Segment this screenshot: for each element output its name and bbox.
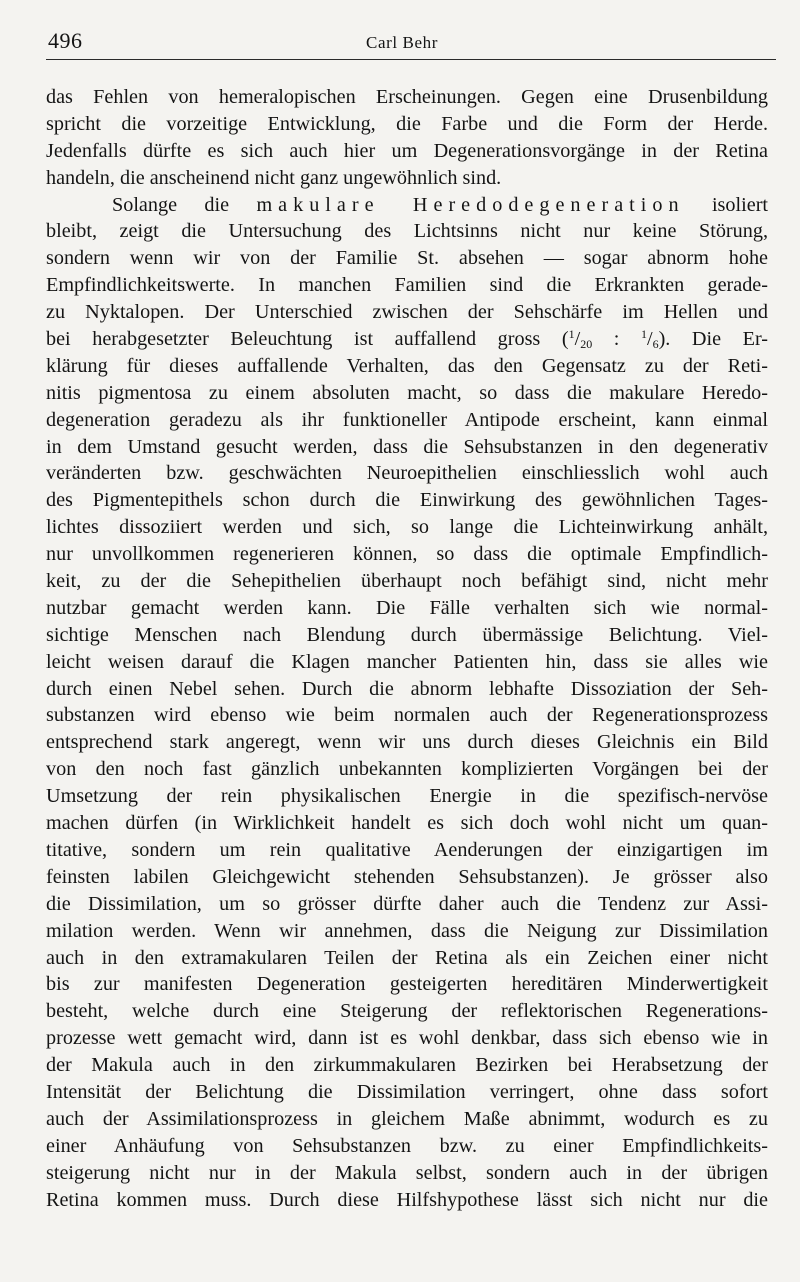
running-head-author: Carl Behr: [366, 33, 438, 52]
page-header: [46, 26, 776, 62]
fraction-denominator: 20: [580, 337, 593, 352]
text-line: titative, sondern um rein qualitative Aenderungen der einzigartigen im: [46, 838, 768, 861]
text-line: bleibt, zeigt die Untersuchung des Lichtsinns nicht nur keine Störung,: [46, 220, 768, 243]
text-line: Retina kommen muss. Durch diese Hilfshypothese lässt sich nicht nur die: [46, 1188, 768, 1211]
text-line: leicht weisen darauf die Klagen mancher Patienten hin, dass sie alles wie: [46, 650, 768, 673]
text-line: substanzen wird ebenso wie beim normalen auch der Regenerationsprozess: [46, 704, 768, 727]
text-line: steigerung nicht nur in der Makula selbst, sondern auch in der übrigen: [46, 1161, 768, 1184]
text-line: zu Nyktalopen. Der Unterschied zwischen der Sehschärfe im Hellen und: [46, 301, 768, 324]
text-line: von den noch fast gänzlich unbekannten komplizierten Vorgängen bei der: [46, 758, 768, 781]
text-line: die Dissimilation, um so grösser dürfte daher auch die Tendenz zur Assi-: [46, 892, 768, 915]
fraction-numerator: 1: [568, 327, 575, 342]
text-line: machen dürfen (in Wirklichkeit handelt es sich doch wohl nicht um quan-: [46, 812, 768, 835]
text-line: Umsetzung der rein physikalischen Energie in die spezifisch-nervöse: [46, 785, 768, 808]
text-line: milation werden. Wenn wir annehmen, dass die Neigung zur Dissimilation: [46, 919, 768, 942]
text-line: in dem Umstand gesucht werden, dass die Sehsubstanzen in den degenerativ: [46, 435, 768, 458]
text-fragment: isoliert: [711, 193, 769, 216]
text-line: Empfindlichkeitswerte. In manchen Familien sind die Erkrankten gerade-: [46, 274, 768, 297]
text-line: nur unvollkommen regenerieren können, so dass die optimale Empfindlich-: [46, 543, 768, 566]
fraction-denominator: 6: [652, 337, 659, 352]
text-line: besteht, welche durch eine Steigerung der reflektorischen Regenerations-: [46, 1000, 768, 1023]
paragraph-start-line: [46, 192, 768, 219]
text-line: sondern wenn wir von der Familie St. absehen — sogar abnorm hohe: [46, 247, 768, 270]
text-line: degeneration geradezu als ihr funktioneller Antipode erscheint, kann einmal: [46, 408, 768, 431]
text-fragment: bei herabgesetzter Beleuchtung ist auffallend gross (: [46, 328, 569, 351]
text-fragment: :: [592, 328, 641, 351]
text-line: feinsten labilen Gleichgewicht stehenden Sehsubstanzen). Je grösser also: [46, 865, 768, 888]
page-number: 496: [48, 28, 83, 53]
text-line: keit, zu der die Sehepithelien überhaupt noch befähigt sind, nicht mehr: [46, 570, 768, 593]
text-line: Jedenfalls dürfte es sich auch hier um Degenerationsvorgänge in der Retina: [46, 139, 768, 162]
text-line: auch der Assimilationsprozess in gleichem Maße abnimmt, wodurch es zu: [46, 1107, 768, 1130]
text-line: spricht die vorzeitige Entwicklung, die Farbe und die Form der Herde.: [46, 112, 768, 135]
text-line: der Makula auch in den zirkummakularen Bezirken bei Herabsetzung der: [46, 1054, 768, 1077]
text-line-with-fractions: bei herabgesetzter Beleuchtung ist auffallend gross ($^1/_{20}$ : $^1/_6$). Die Er-: [46, 327, 768, 352]
text-line: prozesse wett gemacht wird, dann ist es wohl denkbar, dass sich ebenso wie in: [46, 1027, 768, 1050]
text-line: bis zur manifesten Degeneration gesteigerten hereditären Minderwertigkeit: [46, 973, 768, 996]
header-rule: [46, 59, 776, 60]
text-fragment: Solange die: [112, 193, 230, 216]
text-line: das Fehlen von hemeralopischen Erscheinungen. Gegen eine Drusenbildung: [46, 86, 768, 108]
text-line: durch einen Nebel sehen. Durch die abnorm lebhafte Dissoziation der Seh-: [46, 677, 768, 700]
text-line: auch in den extramakularen Teilen der Retina als ein Zeichen einer nicht: [46, 946, 768, 969]
text-line: entsprechend stark angeregt, wenn wir uns durch dieses Gleichnis ein Bild: [46, 731, 768, 754]
text-line: einer Anhäufung von Sehsubstanzen bzw. zu einer Empfindlichkeits-: [46, 1134, 768, 1157]
fraction-numerator: 1: [640, 327, 647, 342]
text-line: des Pigmentepithels schon durch die Einwirkung des gewöhnlichen Tages-: [46, 489, 768, 512]
spaced-emphasis: makulare Heredodegeneration: [256, 193, 685, 216]
text-line: nitis pigmentosa zu einem absoluten macht, so dass die makulare Heredo-: [46, 381, 768, 404]
text-line: nutzbar gemacht werden kann. Die Fälle verhalten sich wie normal-: [46, 596, 768, 619]
text-line: klärung für dieses auffallende Verhalten, das den Gegensatz zu der Reti-: [46, 354, 768, 377]
text-line: sichtige Menschen nach Blendung durch übermässige Belichtung. Viel-: [46, 623, 768, 646]
text-line: handeln, die anscheinend nicht ganz ungewöhnlich sind.: [46, 166, 502, 189]
body-text: [46, 84, 768, 1213]
text-line: Intensität der Belichtung die Dissimilation verringert, ohne dass sofort: [46, 1080, 768, 1103]
text-fragment: ). Die Er-: [658, 328, 768, 351]
text-line: lichtes dissoziiert werden und sich, so lange die Lichteinwirkung anhält,: [46, 516, 768, 539]
text-line: veränderten bzw. geschwächten Neuroepithelien einschliesslich wohl auch: [46, 462, 768, 485]
